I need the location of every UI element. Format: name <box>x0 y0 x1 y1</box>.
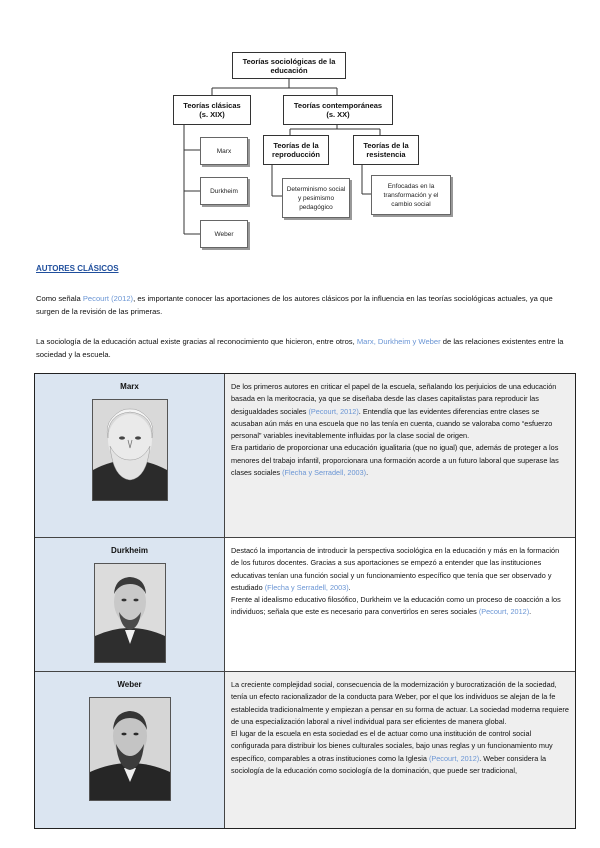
author-node-label: Durkheim <box>210 187 238 195</box>
resistance-detail-node <box>371 175 451 215</box>
author-description <box>225 374 575 537</box>
intro-p1-text-b: , es importante conocer las aportaciones de los autores clásicos por la influencia en las teorías sociológicas actuales, ya que surgen de la revisión de las primeras. <box>36 294 553 316</box>
intro-p1-text-a: Como señala <box>36 294 83 303</box>
resistance-detail-line-1: Enfocadas en la <box>387 182 435 190</box>
author-node-label: Weber <box>214 230 234 238</box>
marx-text-2: . Entendía que las evidentes diferencias entre clases se acusaban aún más en una escuela que no las tenía en cuenta, cuando se valoraba como “esfuerzo personal” variables inevitablemente influidas por la clase social de origen. <box>231 406 553 441</box>
theories-diagram <box>0 0 600 255</box>
table-row-weber <box>35 671 575 828</box>
intro-p2-text-b: de las relaciones existentes entre la sociedad y la escuela. <box>36 337 564 359</box>
classic-theories-node <box>173 95 251 125</box>
weber-portrait <box>89 697 171 801</box>
intro-paragraph-2 <box>36 335 572 361</box>
reproduction-line-1: Teorías de la <box>273 141 319 150</box>
durkheim-text-4: . <box>529 607 532 617</box>
citation-link[interactable]: Marx, Durkheim y Weber <box>356 337 441 346</box>
marx-portrait <box>92 399 168 501</box>
reproduction-theories-node <box>263 135 329 165</box>
resistance-detail-line-2: transformación y el <box>383 191 439 199</box>
citation-link[interactable]: (Pecourt, 2012) <box>308 406 359 416</box>
reproduction-detail-line-3: pedagógico <box>299 203 333 211</box>
marx-text-1: De los primeros autores en criticar el papel de la escuela, señalando los perjuicios de una educación basada en la meritocracia, ya que se diseñaba desde las clases capitalistas para reproducir las desigualdades sociales <box>231 382 557 416</box>
classic-line-2: (s. XIX) <box>199 110 225 119</box>
reproduction-line-2: reproducción <box>272 150 320 159</box>
author-node-label: Marx <box>216 147 232 155</box>
table-row-durkheim <box>35 537 575 671</box>
author-name: Weber <box>117 680 142 689</box>
durkheim-text-1: Destacó la importancia de introducir la perspectiva sociológica en la educación y más en la formación de los futuros docentes. Gracias a sus aportaciones se empezó a entender que las instituciones educativas tenían una función social y un funcionamiento específico que tenía que ser observado y estudiado <box>231 546 560 592</box>
author-cell <box>35 538 225 671</box>
author-node-weber <box>200 220 248 248</box>
intro-p2-text-a: La sociología de la educación actual existe gracias al reconocimiento que hicieron, entre otros, <box>36 337 357 346</box>
author-name: Marx <box>120 382 139 391</box>
marx-text-4: . <box>366 468 369 478</box>
resistance-detail-line-3: cambio social <box>391 200 431 208</box>
resistance-line-2: resistencia <box>366 150 406 159</box>
contemporary-theories-node <box>283 95 393 125</box>
author-description <box>225 538 575 671</box>
citation-link[interactable]: (Pecourt, 2012) <box>478 607 530 617</box>
root-line-1: Teorías sociológicas de la <box>242 56 336 66</box>
table-row-marx <box>35 374 575 537</box>
author-cell <box>35 374 225 537</box>
root-line-2: educación <box>270 65 308 75</box>
section-heading: AUTORES CLÁSICOS <box>36 264 119 273</box>
marx-text-3: Era partidario de proporcionar una educación igualitaria (que no igual) que, además de proteger a los menores del trabajo infantil, proporcionara una formación acorde a un futuro laboral que superase las clases sociales <box>231 443 559 478</box>
classic-line-1: Teorías clásicas <box>183 101 241 110</box>
reproduction-detail-line-1: Determinismo social <box>286 185 346 193</box>
citation-link[interactable]: (Flecha y Serradell, 2003) <box>282 468 367 478</box>
author-description <box>225 672 575 828</box>
weber-text-2: El lugar de la escuela en esta sociedad es el de actuar como una institución de control social configurada para distribuir los bienes culturales sociales, bajo unas reglas y un funcionamiento muy específico, comparables a otras instituciones como la Iglesia <box>231 729 553 763</box>
weber-text-1: La creciente complejidad social, consecuencia de la modernización y burocratización de la sociedad, tenía un efecto racionalizador de la conducta para Weber, por el que los individuos se alejan de la fe establecida tradicionalmente y empiezan a pensar en su forma de actuar. La sociedad moderna requiere de una especialización laboral a nivel individual para ser eficientes de manera global. <box>231 680 569 726</box>
citation-link[interactable]: (Pecourt, 2012) <box>428 753 480 763</box>
citation-link[interactable]: (Flecha y Serradell, 2003) <box>264 582 349 592</box>
author-node-marx <box>200 137 248 165</box>
durkheim-portrait <box>94 563 166 663</box>
author-cell <box>35 672 225 828</box>
resistance-theories-node <box>353 135 419 165</box>
weber-text-3: . Weber considera la sociología de la educación como sociología de la dominación, que puede ser tradicional, <box>231 753 547 776</box>
citation-link[interactable]: Pecourt (2012) <box>82 294 134 303</box>
durkheim-text-2: . <box>348 582 351 592</box>
intro-paragraph-1 <box>36 292 572 318</box>
reproduction-detail-node <box>282 178 350 218</box>
diagram-root-node <box>232 52 346 79</box>
reproduction-detail-line-2: y pesimismo <box>297 194 335 202</box>
durkheim-text-3: Frente al idealismo educativo filosófico, Durkheim ve la educación como un proceso de coacción a los individuos; señala que este es necesario para convertirlos en seres sociales <box>231 595 561 617</box>
author-name: Durkheim <box>111 546 148 555</box>
resistance-line-1: Teorías de la <box>363 141 409 150</box>
contemporary-line-2: (s. XX) <box>326 110 350 119</box>
author-node-durkheim <box>200 177 248 205</box>
contemporary-line-1: Teorías contemporáneas <box>293 101 383 110</box>
authors-table <box>34 373 576 829</box>
